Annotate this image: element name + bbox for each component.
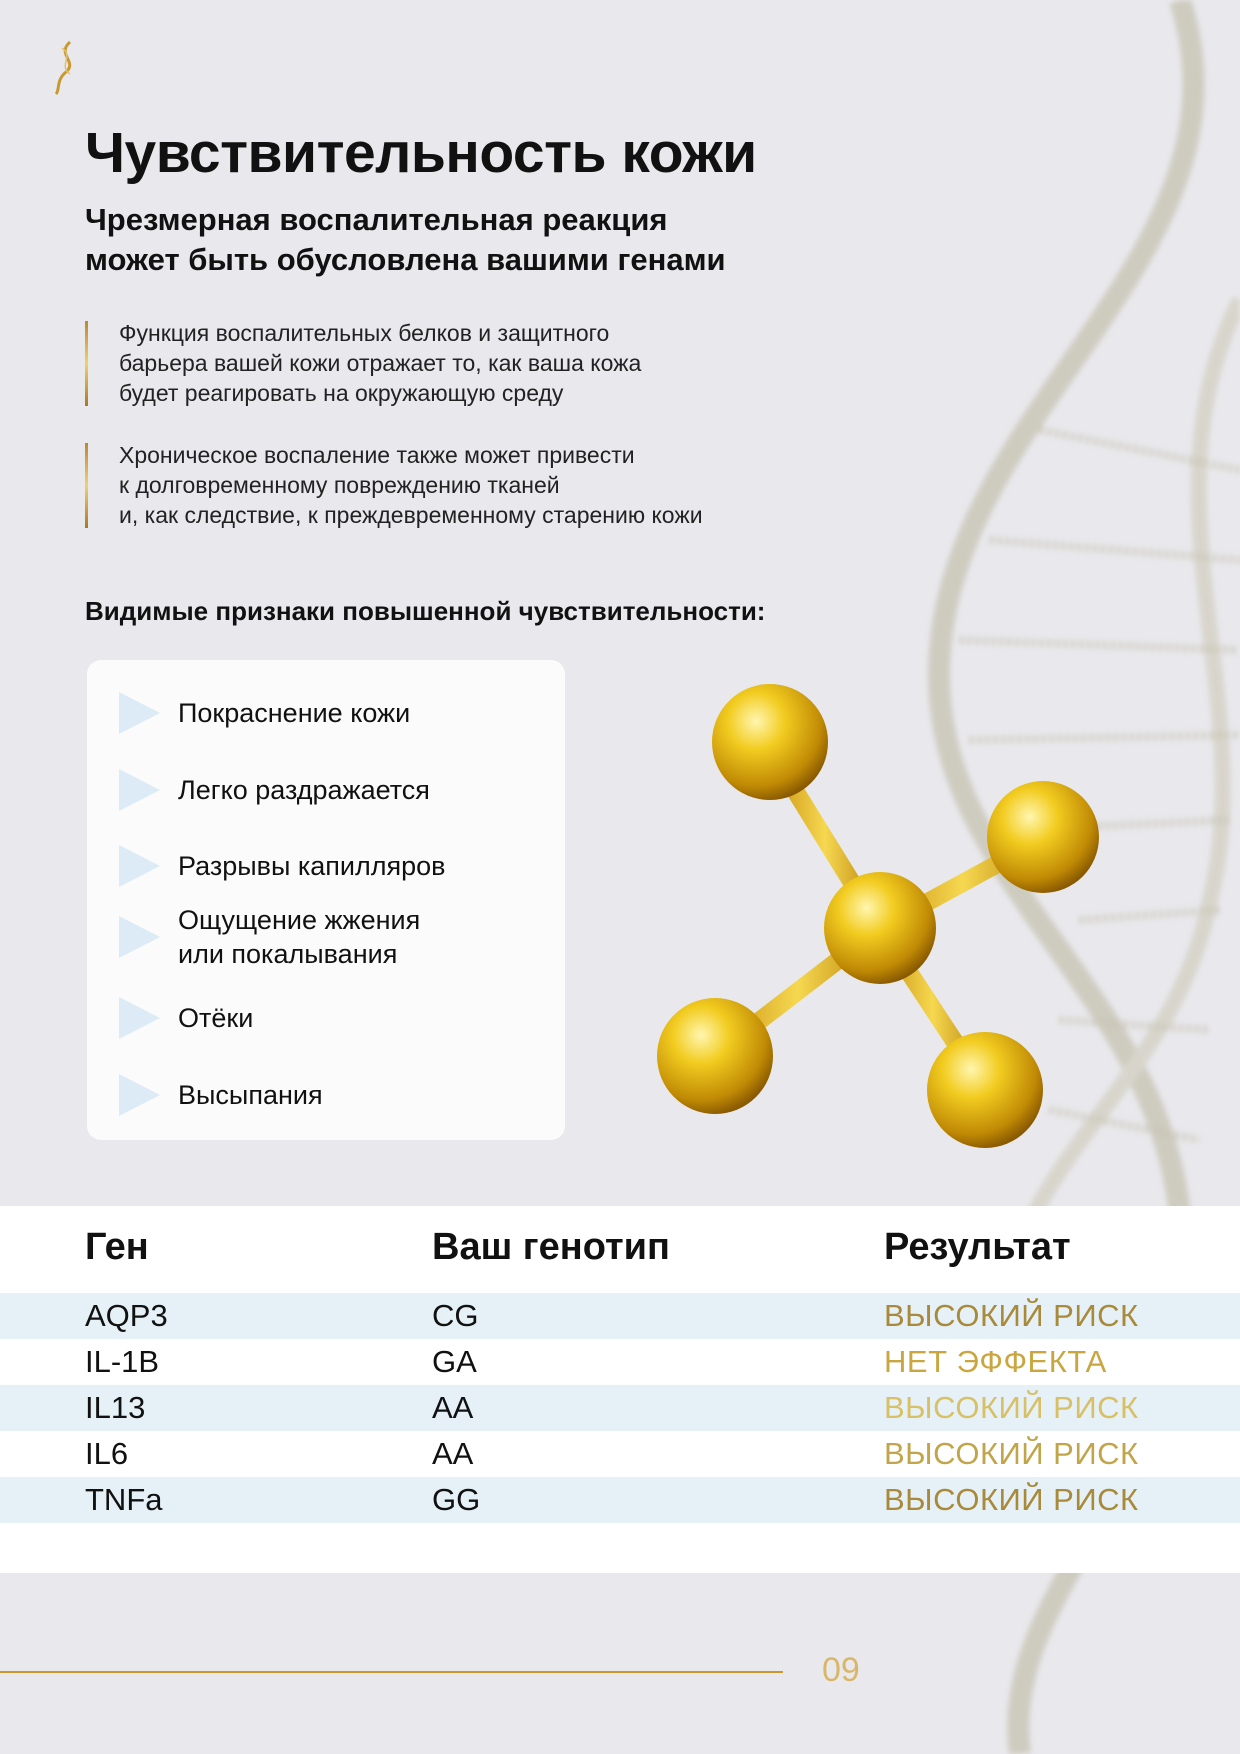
- genotype-cell: AA: [432, 1436, 474, 1471]
- genotype-cell: AA: [432, 1390, 474, 1425]
- result-cell: ВЫСОКИЙ РИСК: [884, 1390, 1139, 1425]
- page-subtitle: [85, 200, 726, 280]
- list-item: [119, 997, 253, 1039]
- atom: [657, 998, 773, 1114]
- atom: [824, 872, 936, 984]
- triangle-right-icon: [119, 1074, 160, 1116]
- subtitle-line: Чрезмерная воспалительная реакция: [85, 202, 668, 237]
- page-number: 09: [822, 1651, 860, 1689]
- item-label: Покраснение кожи: [178, 698, 411, 728]
- atom: [987, 781, 1099, 893]
- triangle-right-icon: [119, 692, 160, 734]
- paragraph-line: и, как следствие, к преждевременному старению кожи: [119, 502, 703, 528]
- subtitle-line: может быть обусловлена вашими генами: [85, 242, 726, 277]
- signs-heading: Видимые признаки повышенной чувствительности:: [85, 596, 766, 626]
- genotype-cell: GA: [432, 1344, 477, 1379]
- footer-divider: [0, 1671, 783, 1673]
- gene-cell: IL13: [85, 1390, 146, 1425]
- paragraph-line: барьера вашей кожи отражает то, как ваша кожа: [119, 350, 642, 376]
- atom: [927, 1032, 1043, 1148]
- page-title: Чувствительность кожи: [85, 121, 757, 185]
- table-row: [0, 1431, 1240, 1477]
- item-label-line: или покалывания: [178, 939, 398, 969]
- table-row: [0, 1385, 1240, 1431]
- atom: [712, 684, 828, 800]
- genotype-cell: CG: [432, 1298, 479, 1333]
- list-item: [119, 1074, 323, 1116]
- item-label: [178, 903, 420, 971]
- column-header-result: Результат: [884, 1226, 1071, 1268]
- paragraph-line: Функция воспалительных белков и защитного: [119, 320, 610, 346]
- paragraph-line: Хроническое воспаление также может привести: [119, 442, 635, 468]
- result-cell: ВЫСОКИЙ РИСК: [884, 1298, 1139, 1333]
- gene-cell: AQP3: [85, 1298, 168, 1333]
- result-cell: ВЫСОКИЙ РИСК: [884, 1436, 1139, 1471]
- triangle-right-icon: [119, 845, 160, 887]
- table-row: [0, 1339, 1240, 1385]
- table-row: [0, 1477, 1240, 1523]
- item-label: Отёки: [178, 1003, 254, 1033]
- item-label: Высыпания: [178, 1080, 323, 1110]
- column-header-genotype: Ваш генотип: [432, 1226, 670, 1268]
- genotype-table: [0, 1206, 1240, 1573]
- list-item: [119, 769, 430, 811]
- result-cell: ВЫСОКИЙ РИСК: [884, 1482, 1139, 1517]
- gene-cell: IL6: [85, 1436, 129, 1471]
- list-item: [119, 845, 446, 887]
- item-label: Легко раздражается: [178, 775, 430, 805]
- gene-cell: IL-1B: [85, 1344, 160, 1379]
- dna-helix-logo: [52, 40, 82, 96]
- paragraph-line: будет реагировать на окружающую среду: [119, 380, 564, 406]
- molecule-image: [640, 670, 1110, 1170]
- triangle-right-icon: [119, 916, 160, 958]
- triangle-right-icon: [119, 997, 160, 1039]
- signs-card: [87, 660, 565, 1140]
- table-row: [0, 1293, 1240, 1339]
- gene-cell: TNFa: [85, 1482, 163, 1517]
- info-paragraph-inflammation: [85, 440, 703, 530]
- item-label: Разрывы капилляров: [178, 851, 446, 881]
- list-item: [119, 903, 420, 971]
- list-item: [119, 692, 410, 734]
- info-paragraph-proteins: [85, 318, 641, 408]
- item-label-line: Ощущение жжения: [178, 905, 421, 935]
- paragraph-line: к долговременному повреждению тканей: [119, 472, 560, 498]
- column-header-gene: Ген: [85, 1226, 149, 1268]
- result-cell: НЕТ ЭФФЕКТА: [884, 1344, 1107, 1379]
- genotype-cell: GG: [432, 1482, 481, 1517]
- triangle-right-icon: [119, 769, 160, 811]
